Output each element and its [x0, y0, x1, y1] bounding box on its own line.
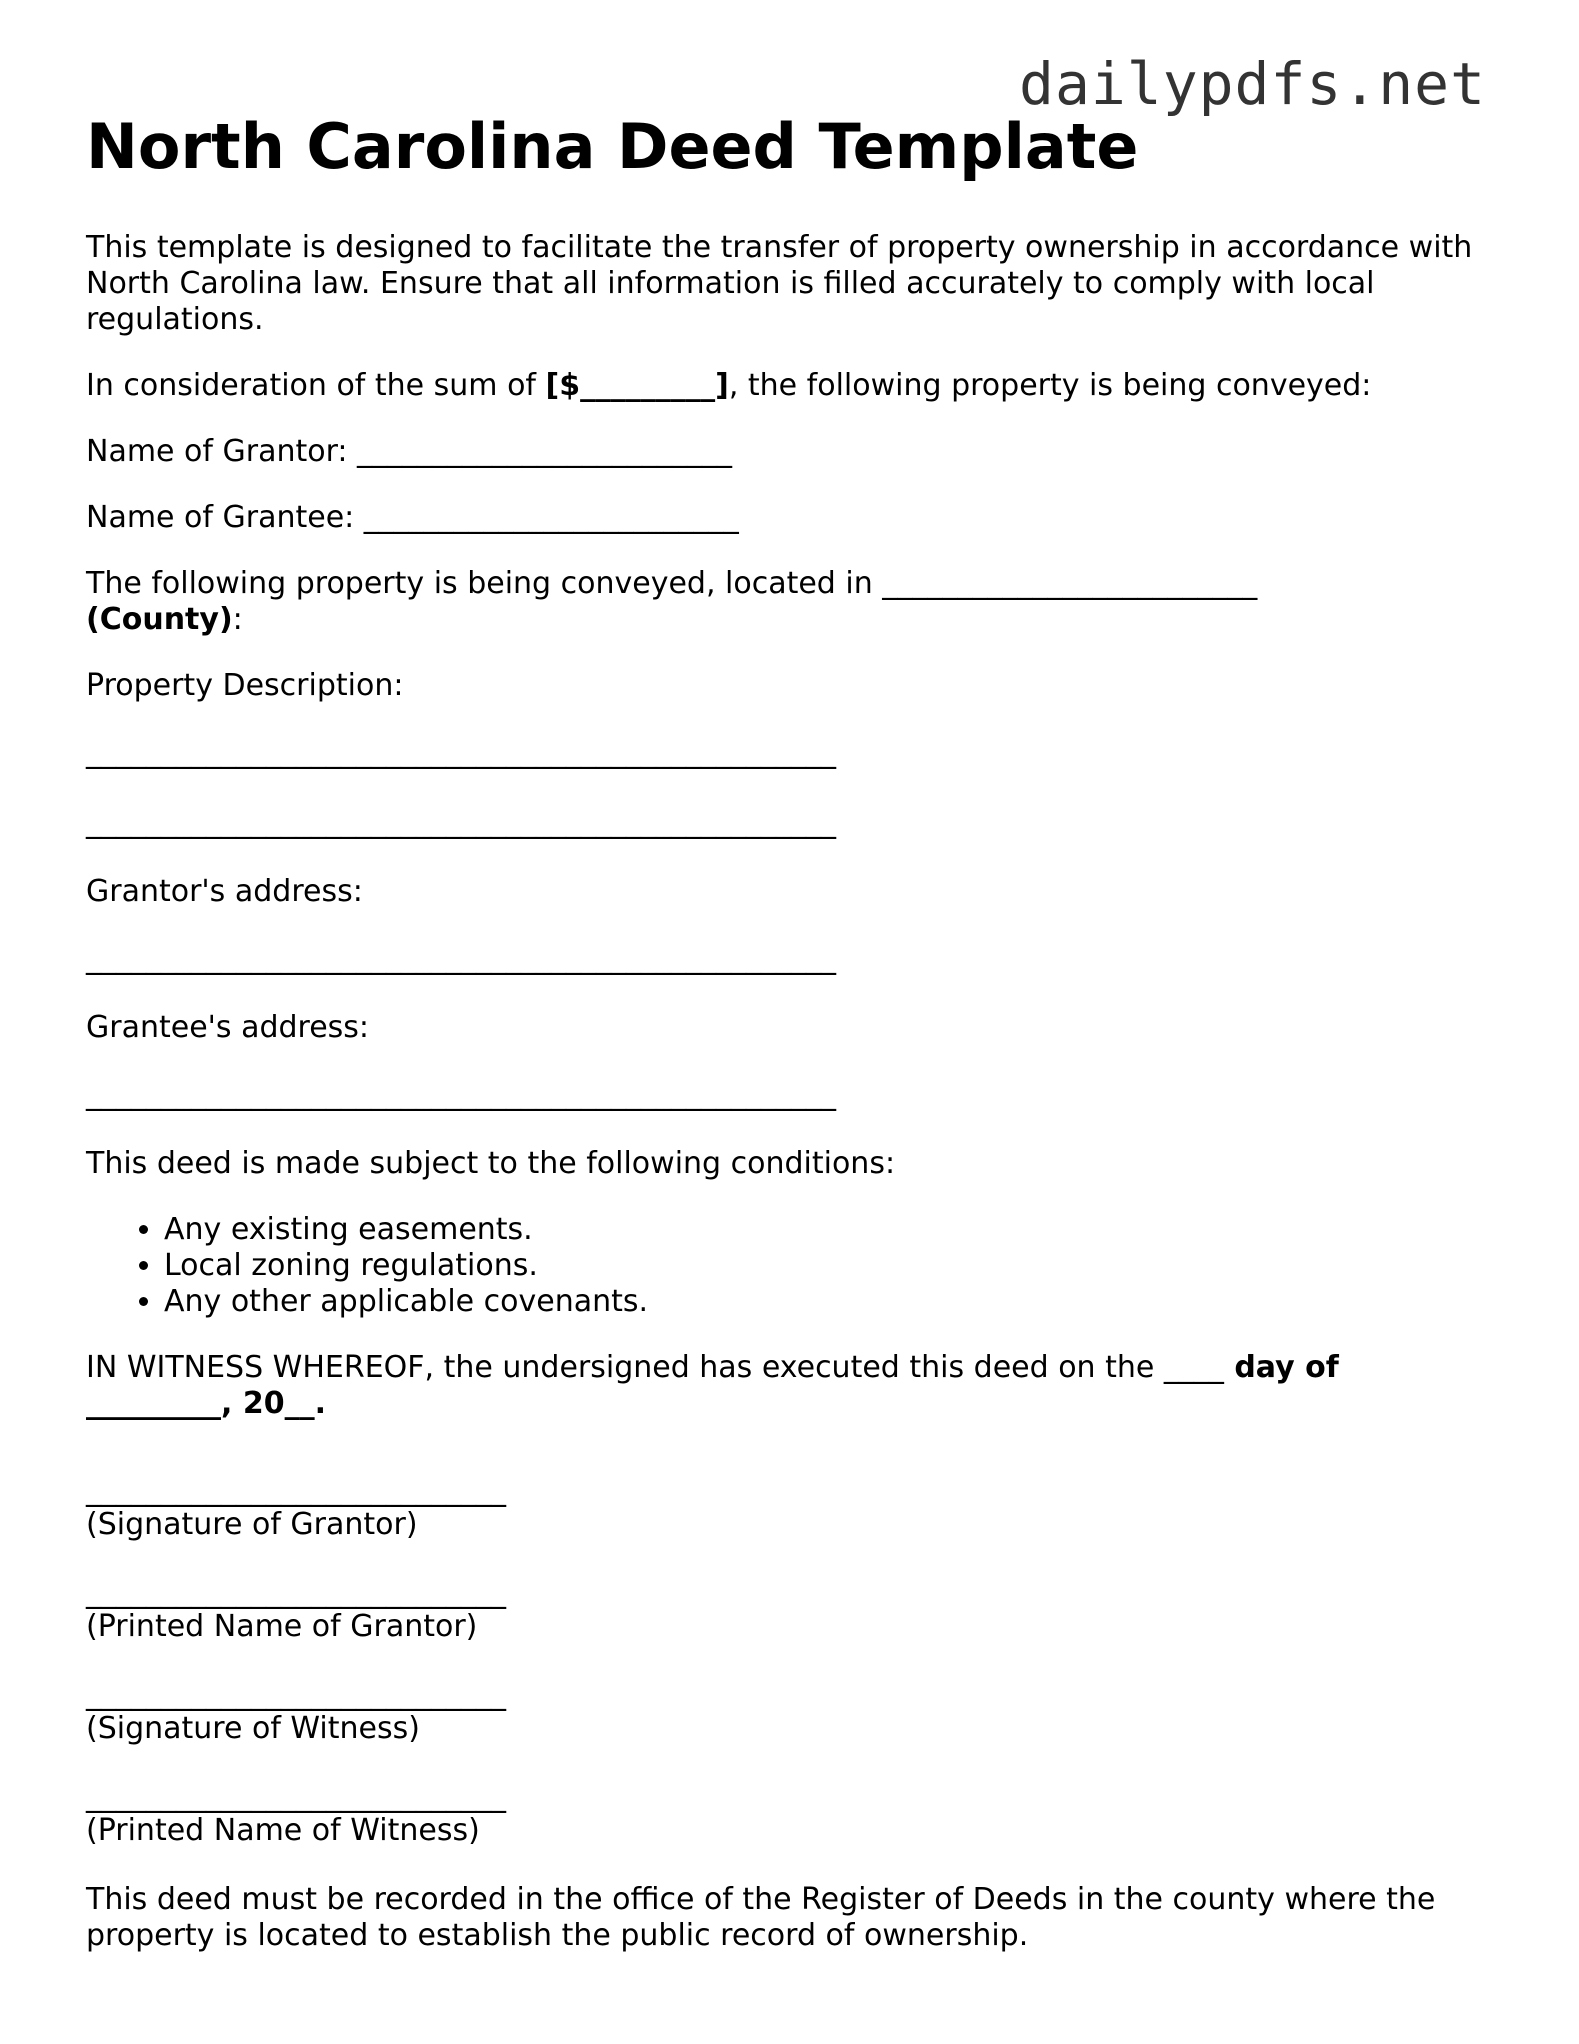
signature-grantor: [86, 1474, 1486, 1542]
witness-prefix: IN WITNESS WHEREOF, the undersigned has executed this deed on the: [86, 1350, 1164, 1385]
page-title: North Carolina Deed Template: [86, 110, 1139, 183]
county-prefix: The following property is being conveyed, located in: [86, 566, 883, 601]
grantor-address-label: Grantor's address:: [86, 874, 363, 909]
consideration-prefix: In consideration of the sum of: [86, 368, 546, 403]
property-description-line-2: __________________________________________________: [86, 805, 836, 840]
signature-label: (Printed Name of Witness): [86, 1813, 480, 1848]
printed-name-grantor: [86, 1576, 1486, 1644]
grantor-name-blank: _________________________: [357, 434, 733, 469]
signature-witness: [86, 1678, 1486, 1746]
county-paragraph: [86, 566, 1486, 638]
signature-line: ____________________________: [86, 1575, 506, 1610]
signature-line: ____________________________: [86, 1473, 506, 1508]
property-description-label: Property Description:: [86, 668, 404, 703]
grantee-address-label: Grantee's address:: [86, 1010, 370, 1045]
intro-paragraph: This template is designed to facilitate the transfer of property ownership in accordance with North Carolina law. Ensure that all information is filled accurately to comply with local regulations.: [86, 230, 1473, 337]
county-label: (County): [86, 602, 233, 637]
witness-month-year: _________, 20__.: [86, 1386, 326, 1421]
list-item: • Any other applicable covenants.: [164, 1284, 1486, 1320]
grantor-name-label: Name of Grantor:: [86, 434, 358, 469]
signature-line: ____________________________: [86, 1779, 506, 1814]
consideration-paragraph: [86, 368, 1486, 404]
list-item: • Any existing easements.: [164, 1212, 1486, 1248]
grantee-address-line: __________________________________________________: [86, 1077, 836, 1112]
consideration-amount-blank: [$_________]: [545, 368, 729, 403]
list-item: • Local zoning regulations.: [164, 1248, 1486, 1284]
grantor-name-field: [86, 434, 1486, 470]
deed-document: [86, 108, 1486, 1984]
grantee-name-field: [86, 500, 1486, 536]
consideration-suffix: , the following property is being conveyed:: [728, 368, 1372, 403]
county-suffix: :: [232, 602, 243, 637]
county-blank: _________________________: [882, 566, 1258, 601]
conditions-intro: This deed is made subject to the following conditions:: [86, 1146, 896, 1181]
conditions-list: [86, 1212, 1486, 1320]
witness-day-blank: ____: [1163, 1350, 1224, 1385]
signature-line: ____________________________: [86, 1677, 506, 1712]
signature-label: (Printed Name of Grantor): [86, 1609, 478, 1644]
signature-label: (Signature of Grantor): [86, 1507, 418, 1542]
recording-note: This deed must be recorded in the office of the Register of Deeds in the county where the property is located to establish the public record of ownership.: [86, 1882, 1436, 1953]
witness-clause: [86, 1350, 1486, 1422]
property-description-line-1: __________________________________________________: [86, 735, 836, 770]
grantee-name-blank: _________________________: [363, 500, 739, 535]
witness-day-of: day of: [1223, 1350, 1339, 1385]
grantor-address-line: __________________________________________________: [86, 941, 836, 976]
signature-label: (Signature of Witness): [86, 1711, 420, 1746]
watermark: dailypdfs.net: [1019, 50, 1486, 118]
grantee-name-label: Name of Grantee:: [86, 500, 364, 535]
printed-name-witness: [86, 1780, 1486, 1848]
